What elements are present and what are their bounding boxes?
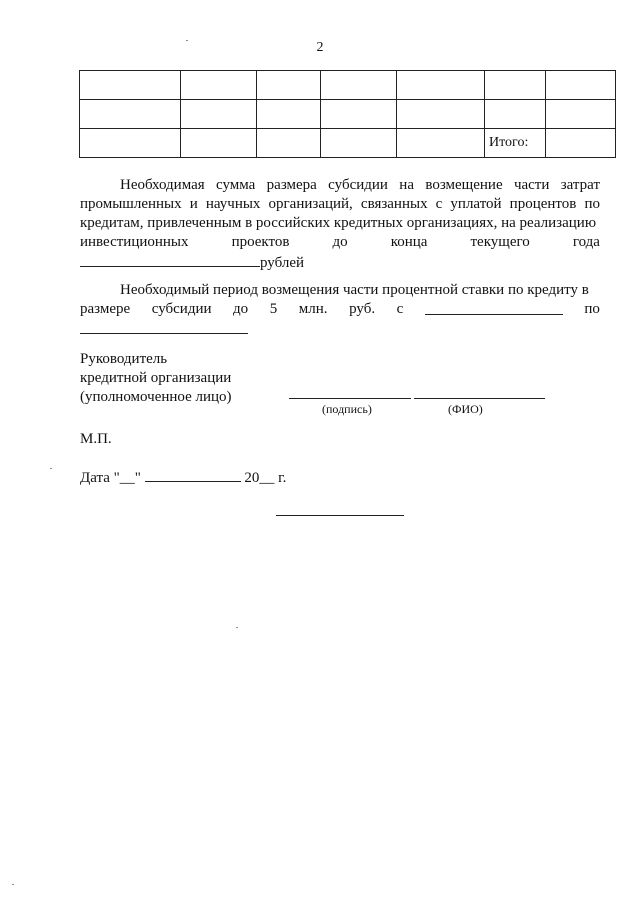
word: млн. [298,301,328,317]
signature-blank[interactable] [289,398,411,399]
justified-line [80,233,600,252]
currency-label: рублей [260,255,305,271]
date-line [80,467,286,488]
word: 5 [269,301,278,317]
word: инвестиционных [80,234,189,250]
period-start-blank[interactable] [425,300,563,315]
table-row [80,129,616,158]
word: до [332,234,348,250]
table-cell [257,71,321,100]
table-row [80,100,616,129]
date-year: 20__ г. [244,470,287,486]
table-cell [80,129,181,158]
period-end-blank[interactable] [80,319,248,334]
scan-speck [50,468,52,469]
period-end-line [80,319,600,338]
table-cell [181,71,257,100]
word: по [584,301,600,317]
date-label: Дата [80,470,110,486]
amount-line [80,252,600,273]
word: до [233,301,249,317]
signature-caption: (подпись) [322,402,372,416]
amount-blank[interactable] [80,252,260,267]
table-cell [321,129,397,158]
table-cell [321,71,397,100]
table-cell [181,129,257,158]
page-number: 2 [316,40,324,55]
word: текущего [470,234,530,250]
scan-speck [12,884,14,885]
table-cell [397,71,485,100]
date-month-blank[interactable] [145,467,241,482]
word: проектов [231,234,290,250]
signatory-title-line3: (уполномоченное лицо) [80,389,232,405]
table-cell [181,100,257,129]
table-cell [80,100,181,129]
date-day: "__" [113,470,141,486]
period-text: Необходимый период возмещения части процентной ставки по кредиту в [120,282,589,298]
reimbursement-period-paragraph [80,281,600,338]
justified-line [80,300,600,319]
closing-rule [276,515,404,516]
signatory-title-line1: Руководитель [80,351,168,367]
table-cell [321,100,397,129]
table-row [80,71,616,100]
word: с [396,301,404,317]
table-cell [485,71,546,100]
subsidy-table [79,70,616,158]
subsidy-amount-paragraph [80,176,600,273]
table-cell [397,129,485,158]
table-cell [546,100,616,129]
fio-caption: (ФИО) [448,402,483,416]
signature-block [80,350,232,407]
table-cell [80,71,181,100]
word: размере [80,301,131,317]
table-total-value [546,129,616,158]
word: года [572,234,600,250]
table-cell [397,100,485,129]
stamp-label: М.П. [80,431,112,447]
signatory-title-line2: кредитной организации [80,370,232,386]
table-cell [485,100,546,129]
fio-blank[interactable] [414,398,545,399]
table-cell [257,100,321,129]
subsidy-amount-text: Необходимая сумма размера субсидии на возмещение части затрат промышленных и научных организаций, связанных с уплатой процентов по кредитам, привлеченным в российских кредитных организациях, на реализацию [80,177,600,231]
word: руб. [349,301,376,317]
word: субсидии [151,301,212,317]
table-cell [257,129,321,158]
table-total-label: Итого: [485,129,546,158]
scan-speck [186,40,188,41]
table-cell [546,71,616,100]
word: конца [390,234,428,250]
scan-speck [236,627,238,628]
